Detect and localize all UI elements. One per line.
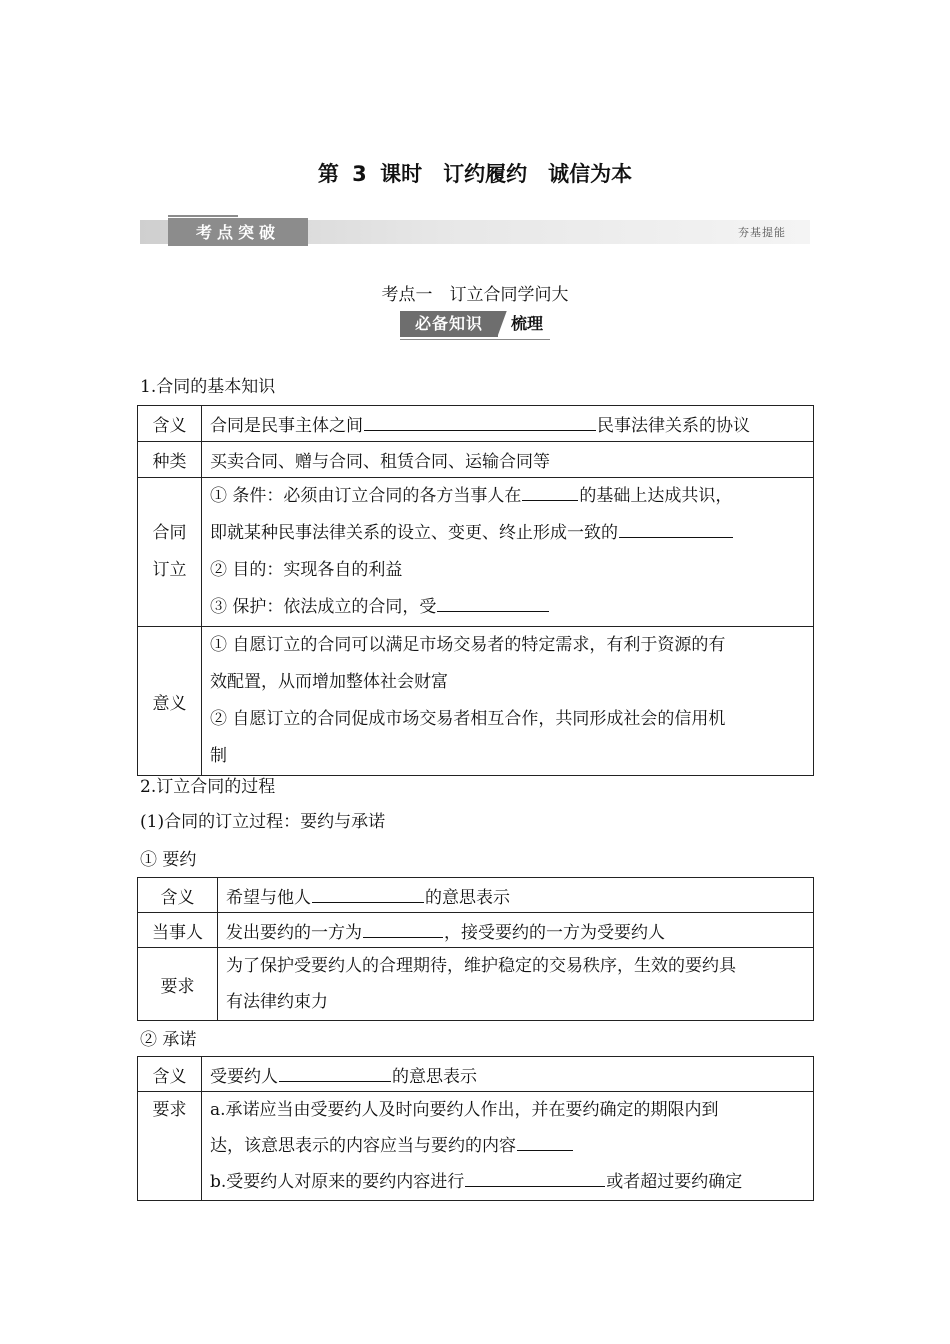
- banner-tab: 考点突破: [168, 218, 308, 246]
- offer-label: ① 要约: [140, 850, 197, 870]
- banner-notch: [168, 215, 238, 217]
- table-row: [138, 406, 814, 442]
- row-value: a.承诺应当由受要约人及时向要约人作出，并在要约确定的期限内到 达，该意思表示的内容应当与要约的内容 b.受要约人对原来的要约内容进行 或者超过要约确定: [202, 1092, 814, 1201]
- row-key: 要求: [138, 1092, 202, 1201]
- fill-blank[interactable]: [312, 884, 424, 903]
- row-key: 种类: [138, 442, 202, 478]
- row-value: ① 自愿订立的合同可以满足市场交易者的特定需求，有利于资源的有 效配置，从而增加整体社会财富 ② 自愿订立的合同促成市场交易者相互合作，共同形成社会的信用机 制: [202, 627, 814, 776]
- badge-underline: [400, 339, 550, 340]
- section1-heading: 1.合同的基本知识: [140, 377, 276, 397]
- row-value: 买卖合同、赠与合同、租赁合同、运输合同等: [202, 442, 814, 478]
- row-key: 含义: [138, 406, 202, 442]
- row-key: 含义: [138, 1057, 202, 1092]
- row-value: 希望与他人 的意思表示: [218, 878, 814, 913]
- table-row: [138, 442, 814, 478]
- fill-blank[interactable]: [465, 1168, 605, 1187]
- acceptance-table: [137, 1056, 814, 1201]
- acceptance-label: ② 承诺: [140, 1030, 197, 1050]
- row-key: 当事人: [138, 913, 218, 948]
- badge-dark: 必备知识: [400, 311, 498, 337]
- row-value: 发出要约的一方为 ，接受要约的一方为受要约人: [218, 913, 814, 948]
- row-value: 为了保护受要约人的合理期待，维护稳定的交易秩序，生效的要约具 有法律约束力: [218, 948, 814, 1021]
- banner-right-label: 夯基提能: [738, 226, 786, 239]
- row-key: 合同 订立: [138, 478, 202, 627]
- subheading: 考点一 订立合同学问大: [381, 285, 569, 305]
- table-row: [138, 1092, 814, 1201]
- section-banner: [140, 215, 810, 247]
- fill-blank[interactable]: [517, 1132, 573, 1151]
- fill-blank[interactable]: [279, 1063, 391, 1082]
- table-row: [138, 948, 814, 1021]
- table-row: [138, 478, 814, 627]
- row-key: 要求: [138, 948, 218, 1021]
- fill-blank[interactable]: [363, 919, 443, 938]
- fill-blank[interactable]: [364, 412, 596, 431]
- table-row: [138, 913, 814, 948]
- fill-blank[interactable]: [522, 482, 578, 501]
- offer-table: [137, 877, 814, 1021]
- contract-basics-table: [137, 405, 814, 776]
- table-row: [138, 878, 814, 913]
- fill-blank[interactable]: [619, 519, 733, 538]
- table-row: [138, 627, 814, 776]
- table-row: [138, 1057, 814, 1092]
- section2-sub: (1)合同的订立过程：要约与承诺: [140, 812, 386, 832]
- row-key: 意义: [138, 627, 202, 776]
- row-value: 合同是民事主体之间 民事法律关系的协议: [202, 406, 814, 442]
- row-value: 受要约人 的意思表示: [202, 1057, 814, 1092]
- page-title: 第 3 课时 订约履约 诚信为本: [317, 162, 633, 186]
- badge-light: 梳理: [510, 314, 543, 333]
- fill-blank[interactable]: [437, 593, 549, 612]
- row-value: ① 条件：必须由订立合同的各方当事人在 的基础上达成共识， 即就某种民事法律关系的设立、变更、终止形成一致的 ② 目的：实现各自的利益 ③ 保护：依法成立的合同，受: [202, 478, 814, 627]
- section2-heading: 2.订立合同的过程: [140, 777, 276, 797]
- row-key: 含义: [138, 878, 218, 913]
